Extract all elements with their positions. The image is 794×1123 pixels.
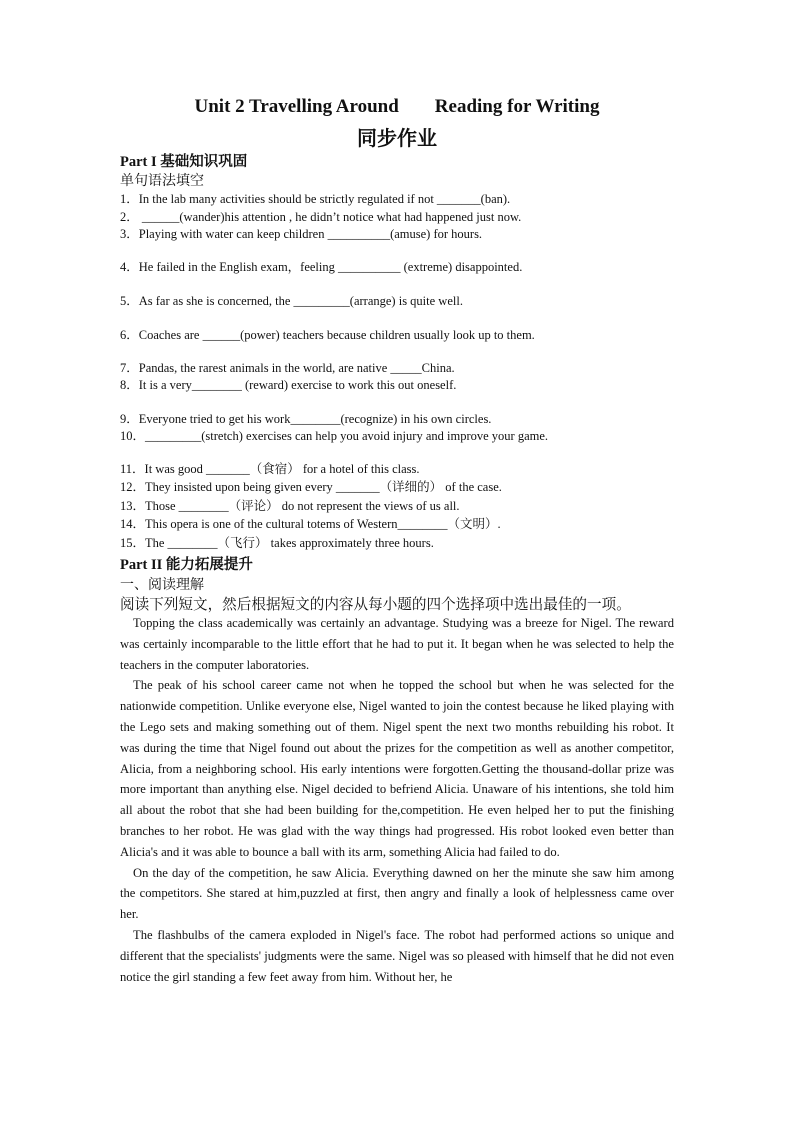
exercise-item: 13．Those ________（评论） do not represent the views of us all. (120, 499, 460, 513)
exercise-item: 3．Playing with water can keep children __________(amuse) for hours. (120, 227, 483, 241)
exercise-item: 2． ______(wander)his attention , he didn’t notice what had happened just now. (120, 210, 522, 224)
passage-paragraph: Topping the class academically was certainly an advantage. Studying was a breeze for Nigel. The reward was certainly incomparable to the little effort that he had to put it. It began when he was selected to help the teachers in the computer laboratories. (120, 616, 674, 672)
exercise-item: 4．He failed in the English exam，feeling __________ (extreme) disappointed. (120, 260, 523, 274)
title-section: Reading for Writing (434, 96, 600, 117)
title-unit: Unit 2 Travelling Around (194, 96, 399, 117)
exercise-item: 1．In the lab many activities should be strictly regulated if not _______(ban). (120, 192, 511, 206)
exercise-item: 11．It was good _______（食宿） for a hotel of this class. (120, 462, 420, 476)
exercise-item: 5．As far as she is concerned, the _________(arrange) is quite well. (120, 294, 463, 308)
exercise-item: 12．They insisted upon being given every _______（详细的） of the case. (120, 480, 502, 494)
reading-instruction: 阅读下列短文，然后根据短文的内容从每小题的四个选择项中选出最佳的一项。 (120, 596, 631, 613)
passage-paragraph: The peak of his school career came not when he topped the school but when he was selected for the nationwide competition. Unlike everyone else, Nigel wanted to join the contest because he liked playing with the Lego sets and making something out of them. Nigel spent the next two months rebuilding his robot. It was during the time that Nigel found out about the prizes for the competition as well as another competitor, Alicia, from a neighboring school. His early intentions were forgotten.Getting the thousand-dollar prize was more important than anything else. Nigel decided to befriend Alicia. Unaware of his intentions, she told him all about the robot that she had been building for the,competition. He even helped her to put the finishing branches to her robot. He was glad with the way things had progressed. His robot looked even better than Alicia's and it was able to bounce a ball with its arm, something Alicia had failed to do. (120, 678, 674, 859)
document-title (0, 96, 794, 118)
reading-passage (120, 613, 674, 987)
passage-paragraph: On the day of the competition, he saw Alicia. Everything dawned on her the minute she saw him among the competitors. She stared at him,puzzled at first, then angry and finally a look of helplessness came over her. (120, 865, 674, 922)
passage-paragraph: The flashbulbs of the camera exploded in Nigel's face. The robot had performed actions so unique and different that the specialists' judgments were the same. Nigel was so pleased with himself that he did not even notice the girl standing a few feet away from him. Without her, he (120, 927, 674, 984)
part1-heading: Part I 基础知识巩固 (120, 154, 248, 170)
section-reading-comprehension: 一、阅读理解 (120, 577, 204, 593)
exercise-item: 14．This opera is one of the cultural totems of Western________（文明）. (120, 517, 501, 531)
part1-subheading: 单句语法填空 (120, 173, 204, 189)
part2-heading: Part II 能力拓展提升 (120, 557, 253, 573)
exercise-item: 15．The ________（飞行） takes approximately three hours. (120, 536, 434, 550)
exercise-item: 6．Coaches are ______(power) teachers because children usually look up to them. (120, 328, 535, 342)
exercise-item: 8．It is a very________ (reward) exercise to work this out oneself. (120, 378, 457, 392)
exercise-item: 9．Everyone tried to get his work________(recognize) in his own circles. (120, 412, 492, 426)
exercise-item: 10．_________(stretch) exercises can help you avoid injury and improve your game. (120, 429, 549, 443)
document-subtitle: 同步作业 (357, 126, 437, 150)
exercise-item: 7．Pandas, the rarest animals in the world, are native _____China. (120, 361, 455, 375)
